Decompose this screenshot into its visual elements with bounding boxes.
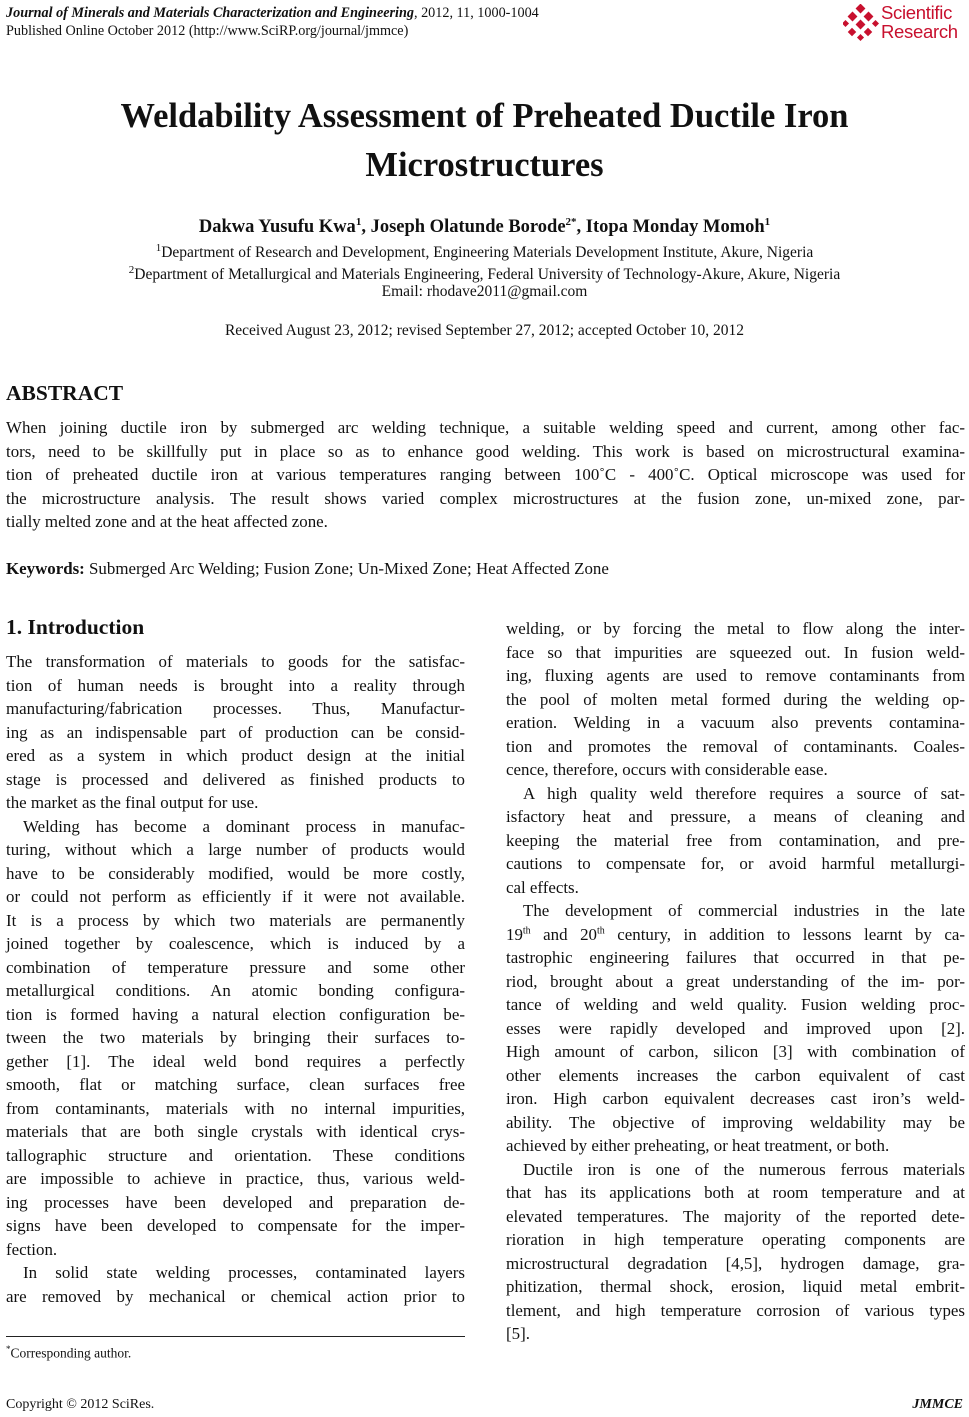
body-text-line: microstructural degradation [4,5], hydrogen damage, gra- xyxy=(506,1253,965,1273)
body-text-line: Ductile iron is one of the numerous ferrous materials xyxy=(523,1159,965,1179)
body-text-line: signs have been developed to compensate for the imper- xyxy=(6,1216,465,1235)
body-column-left xyxy=(6,650,465,1308)
body-column-right xyxy=(506,617,965,1346)
body-text-line: ered as a system in which product design at the initial xyxy=(6,746,465,765)
body-text-line: manufacturing/fabrication processes. Thus, Manufactur- xyxy=(6,699,465,718)
journal-citation-line xyxy=(6,4,539,23)
body-text-line: High amount of carbon, silicon [3] with combination of xyxy=(506,1042,965,1061)
body-text-line: joined together by coalescence, which is induced by a xyxy=(6,934,465,953)
section-heading-introduction: 1. Introduction xyxy=(6,615,145,639)
body-text-line: In solid state welding processes, contaminated layers xyxy=(23,1263,465,1282)
body-text-line: eration. Welding in a vacuum also prevents contamina- xyxy=(506,713,965,732)
body-text-line: The transformation of materials to goods for the satisfac- xyxy=(6,652,465,671)
paper-title-line-1: Weldability Assessment of Preheated Ductile Iron xyxy=(120,97,849,135)
footnote-text: Corresponding author. xyxy=(10,1345,132,1361)
journal-code: JMMCE xyxy=(912,1397,963,1412)
body-text-line: that has its applications both at room temperature and at xyxy=(506,1183,965,1202)
logo-line-research: Research xyxy=(881,21,958,42)
body-text-line: from contaminants, materials with no internal impurities, xyxy=(6,1098,465,1118)
author-list xyxy=(0,210,969,239)
abstract-line: tion of preheated ductile iron at various temperatures ranging between 100˚C - 400˚C. Optical microscope was used for xyxy=(6,465,965,484)
author-affiliation-mark: 1 xyxy=(764,216,771,228)
body-text-line: tance of welding and weld quality. Fusion welding proc- xyxy=(506,995,965,1014)
body-text-line: keeping the material free from contamination, and pre- xyxy=(506,830,965,850)
affiliation-text: Department of Research and Development, Engineering Materials Development Institute, Akure, Nigeria xyxy=(161,244,814,262)
body-text-line: metallurgical conditions. An atomic bonding configura- xyxy=(6,981,465,1000)
copyright-notice: Copyright © 2012 SciRes. xyxy=(6,1397,155,1412)
body-text-line: ing processes have been developed and preparation de- xyxy=(6,1192,465,1212)
body-text-line: the market as the final output for use. xyxy=(6,793,259,812)
body-text-line: cal effects. xyxy=(506,877,579,897)
body-text-line: tion is formed having a natural election configuration be- xyxy=(6,1004,465,1024)
body-text-line: tion of human needs is brought into a reality through xyxy=(6,675,465,695)
body-text-line: cautions to compensate for, or avoid harmful metallurgi- xyxy=(506,854,965,873)
body-text-line: stage is processed and delivered as finished products to xyxy=(6,769,465,789)
keywords xyxy=(6,557,609,580)
body-text-line: esses were rapidly developed and improved upon [2]. xyxy=(506,1018,965,1038)
affiliation-number: 1 xyxy=(155,242,162,254)
abstract-line: tors, need to be skillfully put in place so as to enhance good welding. This work is based on microstructural examina- xyxy=(6,441,965,461)
author-affiliation-mark: 1 xyxy=(355,216,362,228)
body-text-line: elevated temperatures. The majority of the reported dete- xyxy=(506,1206,965,1226)
body-text-line: tion and promotes the removal of contaminants. Coales- xyxy=(506,736,965,756)
body-text-line: the pool of molten metal formed during the welding op- xyxy=(506,689,965,709)
body-text-line: 19th and 20th century, in addition to lessons learnt by ca- xyxy=(506,924,965,944)
publisher-logo-text xyxy=(881,3,958,41)
body-text-line: fection. xyxy=(6,1239,58,1259)
journal-title: Journal of Minerals and Materials Characterization and Engineering xyxy=(6,5,414,21)
body-text-line: riod, brought about a great understanding of the im- por- xyxy=(506,971,965,991)
author-separator: , xyxy=(361,217,371,238)
footnote-mark: * xyxy=(6,1344,11,1354)
body-text-line: are removed by mechanical or chemical action prior to xyxy=(6,1286,465,1306)
paper-title xyxy=(40,92,929,190)
keywords-text: Submerged Arc Welding; Fusion Zone; Un-Mixed Zone; Heat Affected Zone xyxy=(84,559,609,578)
author-name: Joseph Olatunde Borode xyxy=(370,217,566,238)
keywords-label: Keywords: xyxy=(6,559,85,578)
footnote-divider xyxy=(6,1336,465,1337)
abstract-line: the microstructure analysis. The result shows varied complex microstructures at the fusion zone, un-mixed zone, par- xyxy=(6,488,965,508)
publisher-logo-mark-icon xyxy=(843,4,879,42)
author-separator: , xyxy=(576,217,586,238)
body-text-line: ing, fluxing agents are used to remove contaminants from xyxy=(506,666,965,685)
body-text-line: welding, or by forcing the metal to flow along the inter- xyxy=(506,619,965,638)
body-text-line: or could not perform as efficiently if it were not available. xyxy=(6,887,465,906)
corresponding-email: Email: rhodave2011@gmail.com xyxy=(381,283,588,300)
abstract-heading: ABSTRACT xyxy=(6,381,124,405)
received-dates: Received August 23, 2012; revised September 27, 2012; accepted October 10, 2012 xyxy=(224,322,745,339)
body-text-line: ing as an indispensable part of production can be consid- xyxy=(6,722,465,742)
body-text-line: materials that are both single crystals with identical crys- xyxy=(6,1122,465,1141)
journal-volume-pages: , 2012, 11, 1000-1004 xyxy=(413,5,539,21)
body-text-line: It is a process by which two materials are permanently xyxy=(6,910,465,930)
body-text-line: smooth, flat or matching surface, clean surfaces free xyxy=(6,1075,465,1094)
body-text-line: other elements increases the carbon equivalent of cast xyxy=(506,1065,965,1085)
body-text-line: have to be considerably modified, would be more costly, xyxy=(6,863,465,883)
abstract-line: tially melted zone and at the heat affected zone. xyxy=(6,512,328,531)
body-text-line: The development of commercial industries in the late xyxy=(523,901,965,920)
body-text-line: phitization, thermal shock, erosion, liquid metal embrit- xyxy=(506,1277,965,1296)
author-name: Dakwa Yusufu Kwa xyxy=(198,217,356,238)
body-text-line: achieved by either preheating, or heat treatment, or both. xyxy=(506,1136,890,1155)
body-text-line: [5]. xyxy=(506,1324,530,1343)
paper-title-line-2: Microstructures xyxy=(365,146,604,184)
body-text-line: cence, therefore, occurs with considerable ease. xyxy=(506,760,828,779)
abstract-line: When joining ductile iron by submerged arc welding technique, a suitable welding speed and current, among other fac- xyxy=(6,418,965,437)
body-text-line: gether [1]. The ideal weld bond requires a perfectly xyxy=(6,1051,465,1071)
body-text-line: tastrophic engineering failures that occurred in that pe- xyxy=(506,948,965,967)
body-text-line: combination of temperature pressure and some other xyxy=(6,957,465,977)
body-text-line: isfactory heat and pressure, a means of cleaning and xyxy=(506,807,965,826)
body-text-line: iron. High carbon equivalent decreases cast iron’s weld- xyxy=(506,1089,965,1108)
body-text-line: turing, without which a large number of products would xyxy=(6,840,465,859)
body-text-line: Welding has become a dominant process in manufac- xyxy=(23,816,465,836)
affiliation-text: Department of Metallurgical and Materials Engineering, Federal University of Technology-Akure, Akure, Nigeria xyxy=(134,266,841,284)
abstract-body xyxy=(6,416,965,534)
logo-line-scientific: Scientific xyxy=(881,2,953,23)
body-text-line: A high quality weld therefore requires a source of sat- xyxy=(523,783,965,803)
body-text-line: are impossible to achieve in practice, thus, various weld- xyxy=(6,1169,465,1188)
body-text-line: face so that impurities are squeezed out. In fusion weld- xyxy=(506,642,965,662)
published-online-line: Published Online October 2012 (http://www.SciRP.org/journal/jmmce) xyxy=(6,23,409,39)
publisher-logo xyxy=(843,3,963,43)
body-text-line: tween the two materials by bringing their surfaces to- xyxy=(6,1028,465,1047)
body-text-line: ability. The objective of improving weldability may be xyxy=(506,1112,965,1132)
affiliation-number: 2 xyxy=(128,264,135,276)
body-text-line: rioration in high temperature operating components are xyxy=(506,1230,965,1249)
author-affiliation-mark: 2* xyxy=(565,216,577,228)
body-text-line: tallographic structure and orientation. These conditions xyxy=(6,1145,465,1165)
footnote xyxy=(6,1340,131,1363)
author-name: Itopa Monday Momoh xyxy=(585,217,765,238)
body-text-line: tlement, and high temperature corrosion of various types xyxy=(506,1300,965,1320)
